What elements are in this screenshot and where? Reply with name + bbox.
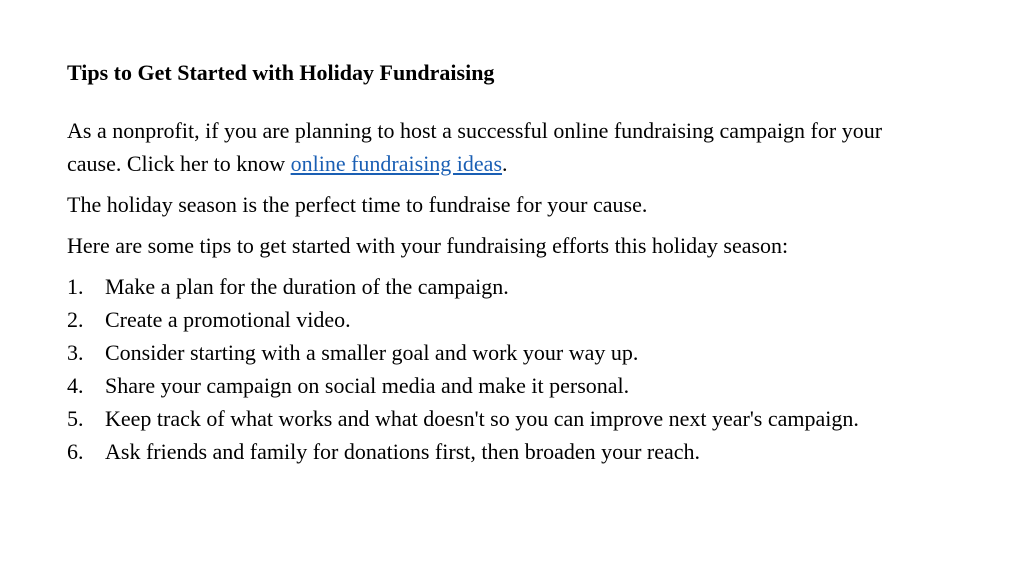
list-item [67,336,967,369]
list-item-number: 5. [67,406,84,431]
list-item-text: Consider starting with a smaller goal and work your way up. [105,340,639,365]
online-fundraising-ideas-link[interactable]: online fundraising ideas [290,151,503,176]
list-item-text: Ask friends and family for donations first, then broaden your reach. [105,439,701,464]
intro-paragraph [67,114,937,180]
list-item-number: 4. [67,373,84,398]
document-title: Tips to Get Started with Holiday Fundraising [67,60,495,85]
holiday-season-paragraph: The holiday season is the perfect time to fundraise for your cause. [67,192,648,217]
tips-intro-paragraph: Here are some tips to get started with your fundraising efforts this holiday season: [67,233,789,258]
list-item-text: Make a plan for the duration of the campaign. [105,274,509,299]
list-item-number: 3. [67,340,84,365]
intro-text: As a nonprofit, if you are planning to host a successful online fundraising campaign for your cause. Click her to know [67,118,883,176]
intro-period: . [502,151,508,176]
list-item-number: 1. [67,274,84,299]
tips-list [67,270,967,468]
list-item [67,303,967,336]
list-item-text: Share your campaign on social media and make it personal. [105,373,630,398]
list-item-number: 2. [67,307,84,332]
list-item [67,270,967,303]
list-item-text: Create a promotional video. [105,307,351,332]
list-item [67,402,967,435]
list-item-number: 6. [67,439,84,464]
document-page [67,58,967,468]
list-item-text: Keep track of what works and what doesn't so you can improve next year's campaign. [105,406,859,431]
list-item [67,369,967,402]
list-item [67,435,967,468]
